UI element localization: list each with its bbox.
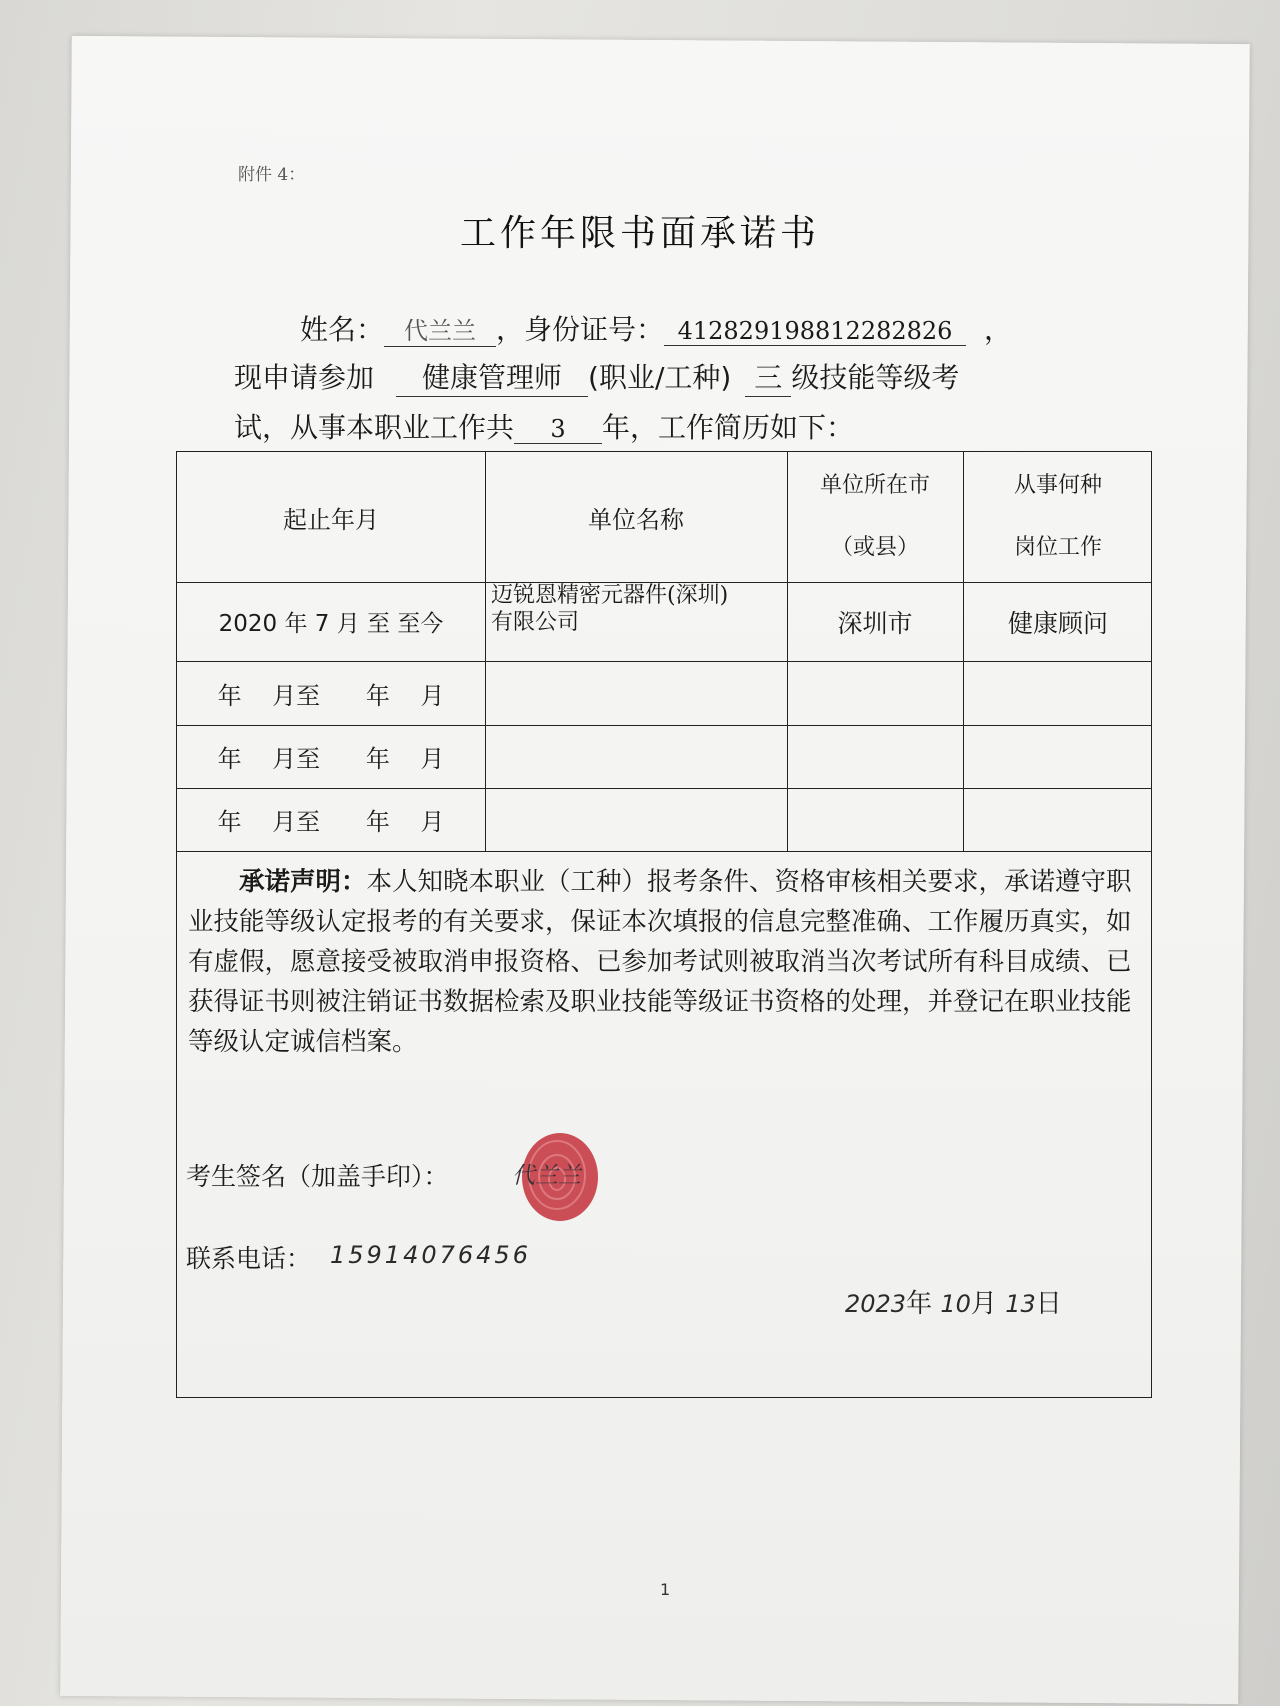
occupation-field[interactable]: 健康管理师 bbox=[396, 356, 588, 397]
date-year-unit: 年 bbox=[906, 1289, 933, 1319]
date-day: 13 bbox=[1005, 1290, 1036, 1318]
phone-value: 15914076456 bbox=[330, 1241, 531, 1269]
occupation-suffix: (职业/工种) bbox=[588, 361, 732, 394]
comma: ， bbox=[984, 313, 1013, 346]
row1-unit-name bbox=[485, 582, 793, 661]
years-field[interactable]: 3 bbox=[514, 415, 602, 444]
page-title: 工作年限书面承诺书 bbox=[459, 213, 820, 254]
row1-unit-line2: 有限公司 bbox=[491, 610, 580, 635]
signature-label: 考生签名（加盖手印）： bbox=[186, 1162, 449, 1191]
header-period: 起止年月 bbox=[283, 505, 379, 534]
header-position-line1: 从事何种 bbox=[1013, 473, 1102, 498]
header-city-line2: （或县） bbox=[830, 535, 919, 560]
level-field[interactable]: 三 bbox=[745, 356, 791, 397]
row1-position: 健康顾问 bbox=[1007, 608, 1108, 638]
apply-prefix: 现申请参加 bbox=[234, 361, 375, 394]
id-label: ，身份证号： bbox=[496, 313, 665, 346]
intro-line-3 bbox=[234, 406, 854, 446]
level-suffix: 级技能等级考 bbox=[791, 361, 960, 394]
row4-period: 年 月至 年 月 bbox=[217, 808, 445, 836]
signing-date bbox=[845, 1283, 1062, 1320]
declaration bbox=[188, 862, 1138, 1062]
date-month-unit: 月 bbox=[970, 1289, 997, 1319]
phone-label: 联系电话： bbox=[186, 1244, 312, 1273]
row1-period: 2020 年 7 月 至 至今 bbox=[218, 611, 444, 637]
name-label: 姓名： bbox=[300, 313, 385, 346]
header-city-line1: 单位所在市 bbox=[819, 473, 930, 498]
declaration-text: 本人知晓本职业（工种）报考条件、资格审核相关要求，承诺遵守职业技能等级认定报考的有关要求，保证本次填报的信息完整准确、工作履历真实，如有虚假，愿意接受被取消申报资格、已参加考试则被取消当次考试所有科目成绩、已获得证书则被注销证书数据检索及职业技能等级证书资格的处理，并登记在职业技能等级认定诚信档案。 bbox=[188, 867, 1132, 1057]
row2-period: 年 月至 年 月 bbox=[217, 681, 445, 710]
header-position bbox=[963, 452, 1153, 582]
date-month: 10 bbox=[940, 1290, 971, 1318]
row1-city: 深圳市 bbox=[837, 608, 913, 638]
row1-unit-line1: 迈锐恩精密元器件(深圳) bbox=[491, 583, 729, 608]
header-unit-name: 单位名称 bbox=[588, 505, 684, 534]
date-year: 2023 bbox=[845, 1290, 907, 1318]
attachment-label: 附件 4： bbox=[238, 165, 306, 185]
row-divider bbox=[177, 851, 1151, 852]
years-suffix: 年，工作简历如下： bbox=[602, 411, 855, 444]
intro-line-1 bbox=[300, 308, 1012, 348]
years-prefix: 试，从事本职业工作共 bbox=[234, 411, 515, 444]
header-position-line2: 岗位工作 bbox=[1013, 535, 1102, 560]
declaration-label: 承诺声明： bbox=[239, 867, 367, 897]
name-field[interactable]: 代兰兰 bbox=[384, 311, 496, 347]
row3-period: 年 月至 年 月 bbox=[217, 745, 445, 773]
header-city bbox=[787, 452, 963, 582]
intro-line-2 bbox=[234, 356, 959, 397]
page-number: 1 bbox=[660, 1580, 671, 1599]
id-number-field[interactable]: 412829198812282826 bbox=[664, 317, 966, 346]
date-day-unit: 日 bbox=[1035, 1289, 1062, 1319]
signature-value: 代兰兰 bbox=[512, 1163, 581, 1189]
